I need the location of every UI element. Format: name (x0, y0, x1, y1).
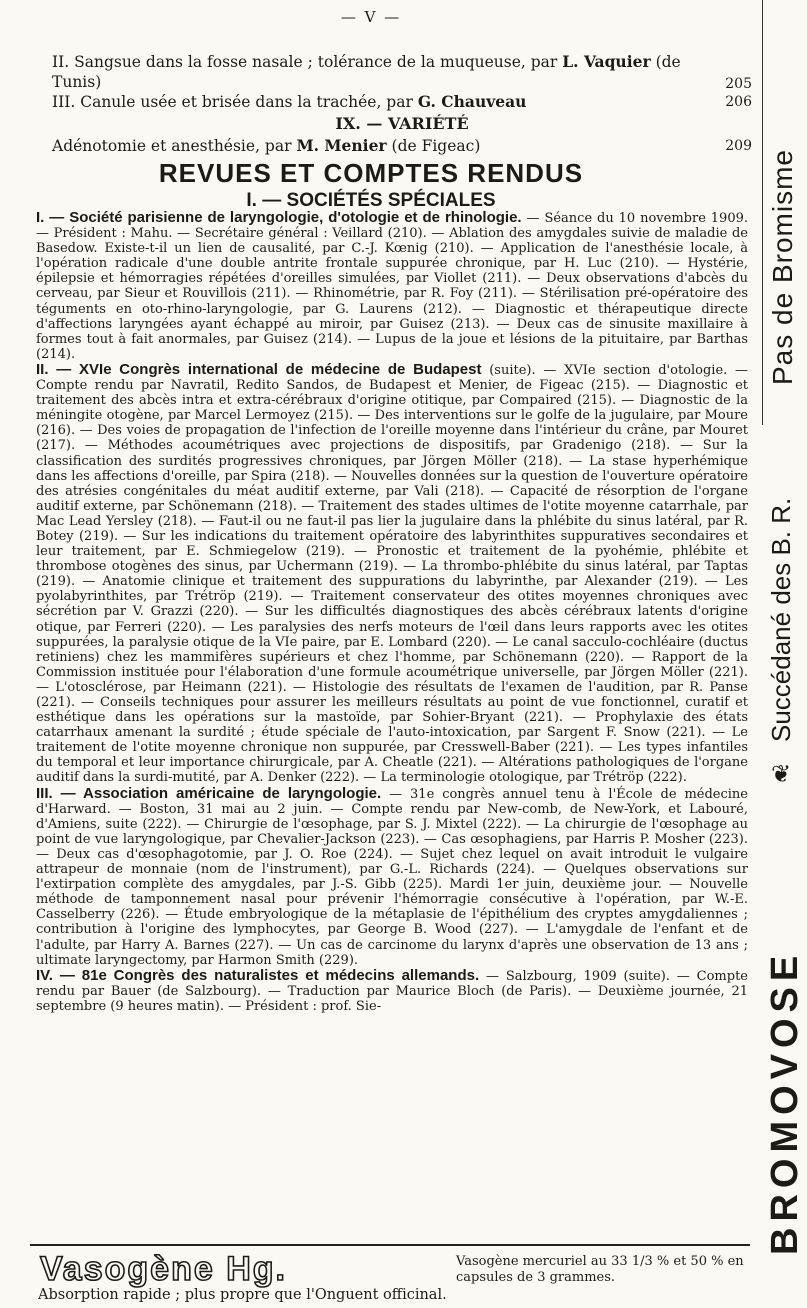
toc-entry-author: M. Menier (296, 136, 387, 155)
sidebar-advert-middle (762, 430, 800, 750)
fleuron-icon: ❦ (770, 760, 792, 788)
paragraph-text: — Séance du 10 novembre 1909. — Président : Mahu. — Secrétaire général : Veillard (210). — Ablation des amygdales suivie de maladie de Basedow. Existe-t-il un lien de causalité, par C.-J. Kœnig (210). — Application de l'anesthésie locale, à l'opération radicale d'une double antrite frontale suppurée chronique, par H. Luc (210). — Hystérie, épilepsie et hémorragies répétées d'oreilles simulées, par Viollet (211). — Deux observations d'abcès du cerveau, par Sieur et Rouvillois (211). — Rhinométrie, par R. Foy (211). — Stérilisation pré-opératoire des téguments en oto-rhino-laryngologie, par G. Laurens (212). — Diagnostic et thérapeutique directe d'affections laryngées ayant échappé au miroir, par Guisez (213). — Deux cas de sinusite maxillaire à formes tout à fait anormales, par Guisez (214). — Lupus de la joue et lésions de la pituitaire, par Barthas (214). (36, 211, 749, 362)
paragraph-heading: IV. — 81e Congrès des naturalistes et médecins allemands. (36, 966, 480, 984)
paragraph-heading: II. — XVIe Congrès international de médecine de Budapest (36, 360, 482, 378)
toc-page-number: 206 (725, 94, 752, 110)
sidebar-text-top: Pas de Bromisme (767, 149, 798, 385)
paragraph-text: — Salzbourg, 1909 (suite). — Compte rendu par Bauer (de Salzbourg). — Traduction par Maurice Bloch (de Paris). — Deuxième journée, 21 septembre (9 heures matin). — Président : prof. Sie- (36, 968, 748, 1014)
toc-entry-iii (52, 92, 752, 112)
toc-entry-text: Adénotomie et anesthésie, par (52, 137, 292, 155)
toc-page-number: 205 (725, 76, 752, 92)
toc-entry-author: L. Vaquier (562, 52, 651, 71)
paragraph-association-americaine (36, 786, 748, 968)
toc-entry-text: (de Figeac) (391, 137, 481, 155)
toc-entry-ii (52, 52, 752, 92)
paragraph-congres-naturalistes (36, 968, 748, 1014)
table-of-contents (52, 52, 752, 156)
paragraph-heading: III. — Association américaine de laryngologie. (36, 784, 382, 802)
sidebar-advert-top (762, 0, 801, 425)
sidebar-advert-bottom (762, 800, 806, 1270)
sidebar-text-bottom: BROMOVOSE (764, 949, 806, 1255)
page-folio: — V — (340, 8, 402, 26)
article-body (36, 210, 748, 1014)
toc-entry-text: II. Sangsue dans la fosse nasale ; tolérance de la muqueuse, par (52, 53, 558, 71)
paragraph-heading: I. — Société parisienne de laryngologie, d'otologie et de rhinologie. (36, 209, 522, 226)
toc-entry-author: G. Chauveau (417, 92, 527, 111)
toc-section-heading: IX. — VARIÉTÉ (335, 114, 469, 133)
paragraph-text: — 31e congrès annuel tenu à l'École de médecine d'Harward. — Boston, 31 mai au 2 juin. — Compte rendu par New-comb, de New-York, et Labouré, d'Amiens, suite (222). — Chirurgie de l'œsophage, par S. J. Mixtel (222). — La chirurgie de l'œsophage au point de vue laryngologique, par Chevalier-Jackson (223). — Cas œsophagiens, par Harris P. Mosher (223). — Deux cas d'œsophagotomie, par J. O. Roe (224). — Sujet chez lequel on avait introduit le vulgaire attrapeur de monnaie (nom de l'instrument), par G.-L. Richards (224). — Quelques observations sur l'extirpation complète des amygdales, par J.-S. Gibb (225). Mardi 1er juin, deuxième jour. — Nouvelle méthode de tamponnement nasal pour prévenir l'hémorragie consécutive à l'opération, par W.-E. Casselberry (226). — Étude embryologique de la métaplasie de l'épithélium des cryptes amygdaliennes ; contribution à l'origine des lymphocytes, par George B. Wood (227). — L'amygdale de l'enfant et de l'adulte, par Harry A. Barnes (227). — Un cas de carcinome du larynx d'après une observation de 13 ans ; ultimate laryngectomy, par Harmon Smith (229). (36, 786, 748, 968)
paragraph-text: (suite). — XVIe section d'otologie. — Compte rendu par Navratil, Redito Sandos, de Budapest et Menier, de Figeac (215). — Diagnostic et traitement des abcès intra et extra-cérébraux d'origine otitique, par Compaired (215). — Diagnostic de la méningite otogène, par Marcel Lermoyez (215). — Des interventions sur le golfe de la jugulaire, par Moure (216). — Des voies de propagation de l'infection de l'oreille moyenne dans l'intérieur du crâne, par Mouret (217). — Méthodes acoumétriques avec projections de dispositifs, par Gradenigo (218). — Sur la classification des surdités progressives chroniques, par Jörgen Möller (218). — La stase hyperhémique dans les affections d'oreille, par Spira (218). — Nouvelles données sur la question de l'ouverture opératoire des atrésies congénitales du méat auditif externe, par Vali (218). — Capacité de résorption de l'organe auditif externe, par Schönemann (218). — Traitement des stades ultimes de l'otite moyenne catarrhale, par Mac Lead Yersley (218). — Faut-il ou ne faut-il pas lier la jugulaire dans la phlébite du sinus latéral, par R. Botey (219). — Sur les indications du traitement opératoire des labyrinthites suppuratives secondaires et leur traitement, par E. Schmiegelow (219). — Pronostic et traitement de la pyohémie, phlébite et thrombose otogènes des sinus, par Uchermann (219). — La thrombo-phlébite du sinus latéral, par Taptas (219). — Anatomie clinique et traitement des suppurations du labyrinthe, par Alexander (219). — Les pyolabyrinthites, par Trétröp (219). — Traitement conservateur des otites moyennes chroniques avec sécrétion par V. Grazzi (220). — Sur les difficultés diagnostiques des abcès cérébraux latents d'origine otique, par Ferreri (220). — Les paralysies des nerfs moteurs de l'œil dans leurs rapports avec les otites suppurées, la paralysie otique de la VIe paire, par E. Lombard (220). — Le canal sacculo-cochléaire (ductus retiniens) chez les mammifères supérieurs et chez l'homme, par Schönemann (220). — Rapport de la Commission instituée pour l'élaboration d'une formule acoumétrique universelle, par Jörgen Möller (221). — L'otosclérose, par Heimann (221). — Histologie des résultats de l'examen de l'audition, par R. Panse (221). — Conseils techniques pour assurer les meilleurs résultats au point de vue fonctionnel, curatif et esthétique dans les opérations sur la mastoïde, par Sohier-Bryant (221). — Prophylaxie des états catarrhaux amenant la surdité ; étude spéciale de l'auto-intoxication, par Sargent F. Snow (221). — Le traitement de l'otite moyenne chronique non suppurée, par Cresswell-Baber (221). — Les types infantiles du temporal et leur importance chirurgicale, par A. Cheatle (221). — Altérations pathologiques de l'organe auditif dans la surdi-mutité, par A. Denker (222). — La terminologie otologique, par Trétröp (222). (36, 362, 749, 786)
toc-entry-text: III. Canule usée et brisée dans la trachée, par (52, 93, 413, 111)
advertisement-brand: Vasogène Hg. (40, 1250, 287, 1288)
section-title: REVUES ET COMPTES RENDUS (158, 158, 584, 188)
advertisement-tagline: Absorption rapide ; plus propre que l'Onguent officinal. (38, 1287, 447, 1303)
sidebar-text-middle: Succédané des B. R. (766, 497, 796, 742)
toc-page-number: 209 (725, 138, 752, 154)
advertisement-description: Vasogène mercuriel au 33 1/3 % et 50 % en capsules de 3 grammes. (456, 1254, 744, 1285)
paragraph-societe-parisienne (36, 210, 748, 362)
section-subtitle: I. — SOCIÉTÉS SPÉCIALES (246, 190, 496, 211)
toc-entry-ix (52, 136, 752, 156)
paragraph-congres-budapest (36, 362, 748, 786)
advertisement-divider (30, 1244, 750, 1246)
toc-entry-text: (de Tunis) (52, 53, 681, 91)
